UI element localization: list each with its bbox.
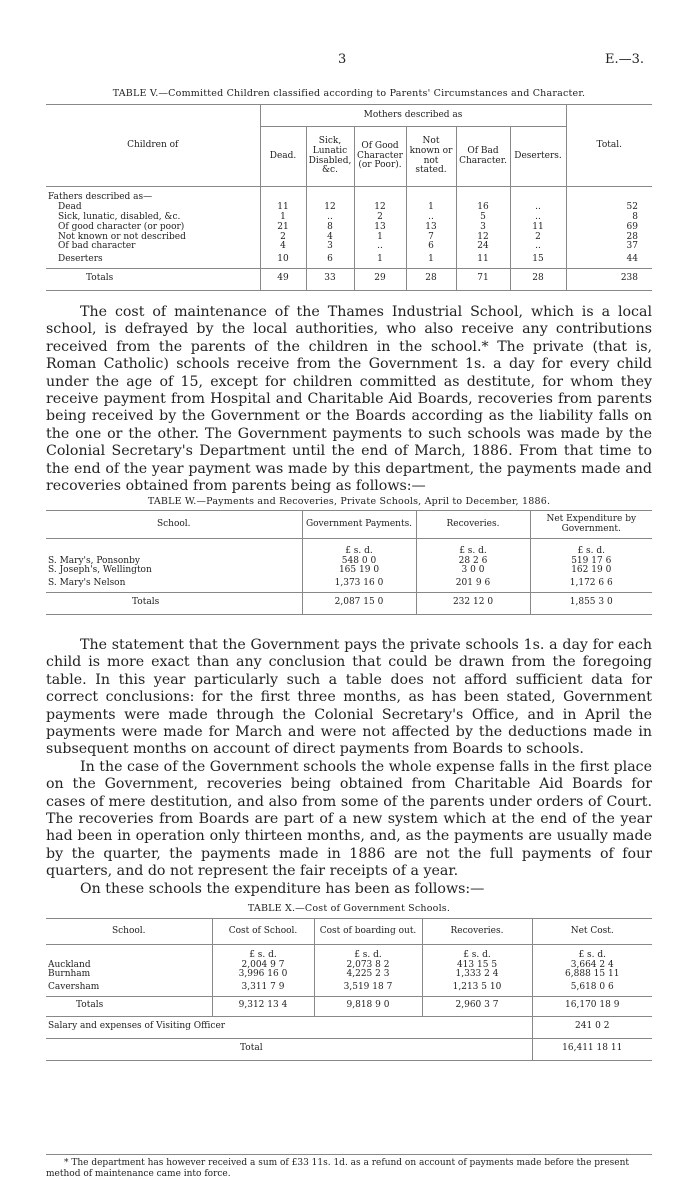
table-v-col-unknown: Not known or not stated. (406, 127, 456, 187)
table-row: Sick, lunatic, disabled, &c. 1 .. 2 .. 5 .. 8 (46, 213, 652, 223)
table-w: School. Government Payments. Recoveries. Net Expenditure by Government. £ s. d. £ s. d. £ s. d. S. Mary's, Ponsonby 548 0 0 28 2 6 519 17 6 S. Joseph's, Wellington 165 19 0 3 0 0 162 19 0 S. Mary's Nelson 1,373 16 0 201 9 6 1,172 6 6 Totals 2,087 15 0 232 12 0 1,855 3 0 (46, 510, 652, 615)
table-v-totals-row: Totals 49 33 29 28 71 28 238 (46, 268, 652, 290)
table-w-col-rec: Recoveries. (416, 511, 530, 539)
table-w-col-gov: Government Payments. (302, 511, 416, 539)
table-x-col-school: School. (111, 925, 146, 936)
table-w-col-net: Net Expenditure by Government. (530, 511, 652, 539)
footnote-rule (46, 1154, 652, 1155)
table-x-col-boarding: Cost of boarding out. (314, 919, 422, 945)
table-v-group-head: Mothers described as (260, 105, 566, 127)
table-row: Dead 11 12 12 1 16 .. 52 (46, 203, 652, 213)
table-w-col-school: School. (156, 518, 191, 529)
table-v-caption: TABLE V.—Committed Children classified according to Parents' Circumstances and Character. (112, 88, 586, 99)
table-row: Caversham 3,311 7 9 3,519 18 7 1,213 5 10 5,618 0 6 (46, 980, 652, 996)
table-x-caption: TABLE X.—Cost of Government Schools. (247, 903, 451, 914)
table-x-col-rec: Recoveries. (422, 919, 532, 945)
table-row: S. Mary's, Ponsonby 548 0 0 28 2 6 519 17 6 (46, 557, 652, 567)
footnote: * The department has however received a sum of £33 11s. 1d. as a refund on account of payments made before the present method of maintenance came into force. (46, 1158, 630, 1179)
table-w-caption: TABLE W.—Payments and Recoveries, Private Schools, April to December, 1886. (147, 496, 551, 507)
document-reference: E.—3. (604, 52, 644, 67)
table-row: Burnham 3,996 16 0 4,225 2 3 1,333 2 4 6,888 15 11 (46, 970, 652, 980)
table-row: Auckland 2,004 9 7 2,073 8 2 413 15 5 3,664 2 4 (46, 961, 652, 971)
table-w-totals-row: Totals 2,087 15 0 232 12 0 1,855 3 0 (46, 592, 652, 614)
page-number: 3 (338, 52, 347, 67)
table-v-col-total: Total. (566, 105, 652, 187)
table-x-col-net: Net Cost. (532, 919, 652, 945)
paragraph-statement: The statement that the Government pays the private schools 1s. a day for each child is more exact than any conclusion that could be drawn from the foregoing table. In this year particularly such a table does not afford sufficient data for correct conclusions: for the first three months, as has been stated, Government payments were made through the Colonial Secretary's Office, and in April the payments were made for March and were not affected by the deductions made in subsequent months on account of direct payments from Boards to schools. (46, 637, 652, 758)
table-row: Not known or not described 2 4 1 7 12 2 28 (46, 233, 652, 243)
table-row: Of good character (or poor) 21 8 13 13 3 11 69 (46, 223, 652, 233)
table-v-fathers-label: Fathers described as— (48, 192, 153, 202)
paragraph-expenditure-intro: On these schools the expenditure has been as follows:— (80, 880, 485, 897)
paragraph-body (46, 637, 652, 898)
paragraph-government-schools: In the case of the Government schools the whole expense falls in the first place on the Government, recoveries being obtained from Charitable Aid Boards for cases of mere destitution, and also from some of the parents under orders of Court. The recoveries from Boards are part of a new system which at the end of the year had been in operation only thirteen months, and, as the payments are usually made by the quarter, the payments made in 1886 are not the full payments of four quarters, and do not represent the fair receipts of a year. (46, 758, 652, 880)
table-v-col-dead: Dead. (260, 127, 306, 187)
table-v-row-head: Children of (127, 139, 179, 150)
table-row: Deserters 10 6 1 1 11 15 44 (46, 252, 652, 268)
table-v-col-bad: Of Bad Character. (456, 127, 510, 187)
table-v-col-deserters: Deserters. (510, 127, 566, 187)
table-v-col-good: Of Good Character (or Poor). (354, 127, 406, 187)
table-x-total-row: Total 16,411 18 11 (46, 1038, 652, 1060)
table-v-col-sick: Sick, Lunatic Disabled, &c. (306, 127, 354, 187)
paragraph-thames: The cost of maintenance of the Thames Industrial School, which is a local school, is defrayed by the local authorities, who also receive any contributions received from the parents of the children in the school.* The private (that is, Roman Catholic) schools receive from the Government 1s. a day for every child under the age of 15, except for children committed as destitute, for whom they receive payment from Hospital and Charitable Aid Boards, recoveries from parents being received by the Government or the Boards according as the liability falls on the one or the other. The Government payments to such schools was made by the Colonial Secretary's Department until the end of March, 1886. From that time to the end of the year payment was made by this department, the payments made and recoveries obtained from parents being as follows:— (46, 304, 652, 495)
table-x: School. Cost of School. Cost of boarding out. Recoveries. Net Cost. £ s. d. £ s. d. £ s. d. £ s. d. Auckland 2,004 9 7 2,073 8 2 413 15 5 3,664 2 4 Burnham 3,996 16 0 4,225 2 3 1,333 2 4 6,888 15 11 Caversham 3,311 7 9 3,519 18 7 1,213 5 10 5,618 0 6 Totals 9,312 13 4 9,818 9 0 2,960 3 7 16,170 18 9 Salary and expenses of Visiting Officer 241 0 2 Total 16,411 18 11 (46, 918, 652, 1061)
table-x-salary-row: Salary and expenses of Visiting Officer 241 0 2 (46, 1016, 652, 1038)
table-v (46, 104, 652, 291)
table-row: S. Joseph's, Wellington 165 19 0 3 0 0 162 19 0 (46, 566, 652, 576)
table-x-col-cost: Cost of School. (212, 919, 314, 945)
table-row: Of bad character 4 3 .. 6 24 .. 37 (46, 242, 652, 252)
table-row: S. Mary's Nelson 1,373 16 0 201 9 6 1,172 6 6 (46, 576, 652, 592)
table-x-totals-row: Totals 9,312 13 4 9,818 9 0 2,960 3 7 16,170 18 9 (46, 996, 652, 1016)
